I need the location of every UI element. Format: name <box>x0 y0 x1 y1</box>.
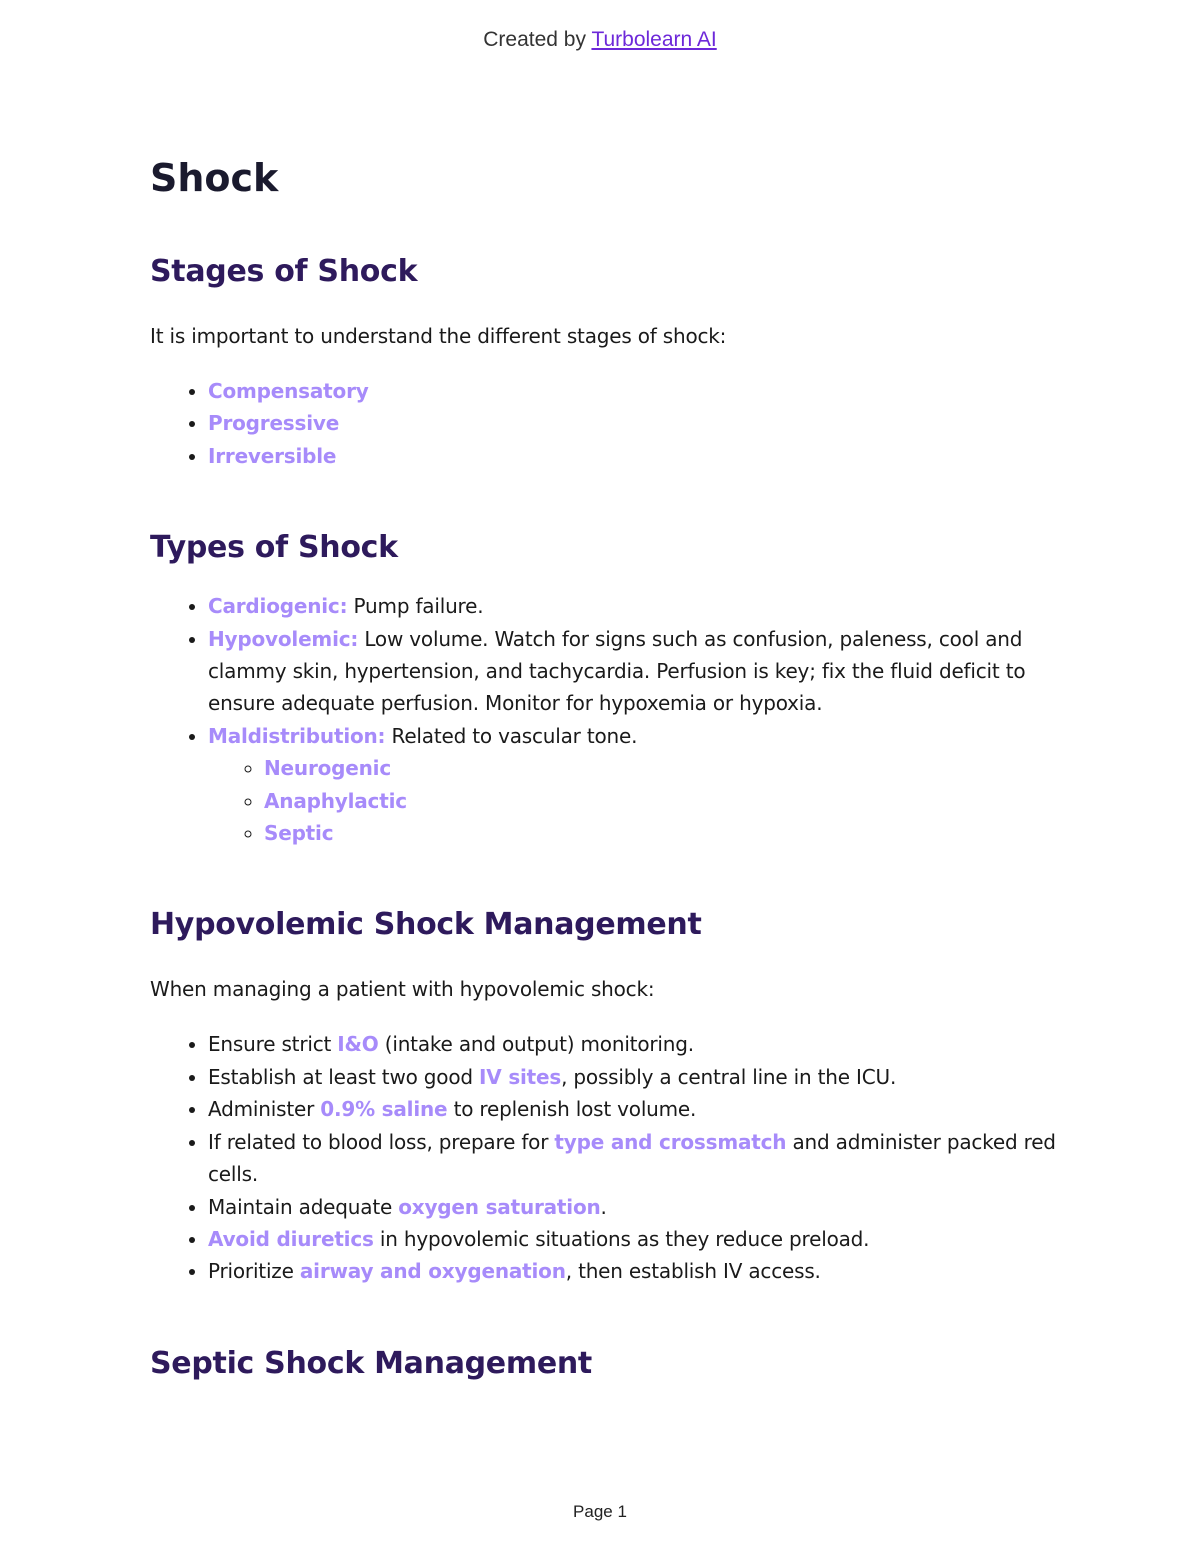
anaphylactic-item: Anaphylactic <box>264 788 407 813</box>
list-item <box>264 785 1060 817</box>
septic-item: Septic <box>264 821 334 846</box>
list-item <box>208 1061 1060 1093</box>
turbolearn-link[interactable]: Turbolearn AI <box>591 28 717 51</box>
list-item <box>208 1093 1060 1125</box>
cardiogenic-term: Cardiogenic: <box>208 594 348 619</box>
item-text: Maintain adequate <box>208 1194 399 1219</box>
item-text: , possibly a central line in the ICU. <box>561 1064 897 1089</box>
item-text: Administer <box>208 1097 321 1122</box>
list-item <box>208 440 1060 472</box>
stage-compensatory: Compensatory <box>208 379 369 403</box>
maldistribution-sublist <box>208 752 1060 849</box>
item-highlight: I&O <box>337 1032 379 1057</box>
item-text: , then establish IV access. <box>565 1259 821 1284</box>
stages-heading: Stages of Shock <box>150 254 418 289</box>
list-item <box>264 817 1060 849</box>
list-item <box>208 1255 1060 1287</box>
list-item <box>208 1028 1060 1060</box>
hypovolemic-mgmt-heading: Hypovolemic Shock Management <box>150 907 702 943</box>
item-highlight: 0.9% saline <box>320 1097 448 1122</box>
septic-mgmt-heading: Septic Shock Management <box>150 1345 592 1381</box>
list-item <box>208 720 1060 850</box>
item-highlight: oxygen saturation <box>398 1194 601 1219</box>
list-item <box>208 375 1060 407</box>
maldistribution-text: Related to vascular tone. <box>385 723 638 748</box>
page-title: Shock <box>150 156 279 200</box>
hypovolemic-mgmt-intro: When managing a patient with hypovolemic shock: <box>150 977 655 1002</box>
item-highlight: Avoid diuretics <box>208 1226 374 1251</box>
list-item <box>208 1126 1060 1191</box>
item-text: Ensure strict <box>208 1032 338 1057</box>
item-text: (intake and output) monitoring. <box>378 1032 694 1057</box>
stages-list <box>150 375 1060 472</box>
stage-irreversible: Irreversible <box>208 443 337 468</box>
page-number: Page 1 <box>573 1502 627 1521</box>
item-text: Prioritize <box>208 1259 300 1284</box>
item-highlight: IV sites <box>479 1064 562 1089</box>
stage-progressive: Progressive <box>208 411 340 436</box>
list-item <box>264 752 1060 784</box>
item-highlight: airway and oxygenation <box>299 1259 566 1284</box>
hypovolemic-mgmt-list <box>150 1028 1060 1287</box>
list-item <box>208 590 1060 622</box>
item-text: Establish at least two good <box>208 1064 480 1089</box>
item-text: to replenish lost volume. <box>447 1097 697 1122</box>
list-item <box>208 407 1060 439</box>
created-by-text: Created by <box>483 28 592 51</box>
list-item <box>208 623 1060 720</box>
types-heading: Types of Shock <box>150 530 398 566</box>
list-item <box>208 1223 1060 1255</box>
hypovolemic-text: Low volume. Watch for signs such as confusion, paleness, cool and clammy skin, hypertension, and tachycardia. Perfusion is key; fix the fluid deficit to ensure adequate perfusion. Monitor for hypoxemia or hypoxia. <box>208 626 1026 716</box>
types-list <box>150 590 1060 849</box>
hypovolemic-term: Hypovolemic: <box>208 626 359 651</box>
item-text: and administer packed red cells. <box>208 1129 1056 1187</box>
item-text: in hypovolemic situations as they reduce preload. <box>373 1226 870 1251</box>
list-item <box>208 1191 1060 1223</box>
page-header <box>0 28 1200 52</box>
document-body <box>150 150 1060 1386</box>
maldistribution-term: Maldistribution: <box>208 723 386 748</box>
item-text: If related to blood loss, prepare for <box>208 1129 555 1154</box>
cardiogenic-text: Pump failure. <box>347 594 484 619</box>
stages-intro: It is important to understand the different stages of shock: <box>150 324 727 348</box>
item-highlight: type and crossmatch <box>554 1129 787 1154</box>
neurogenic-item: Neurogenic <box>264 756 391 781</box>
item-text: . <box>600 1194 607 1219</box>
